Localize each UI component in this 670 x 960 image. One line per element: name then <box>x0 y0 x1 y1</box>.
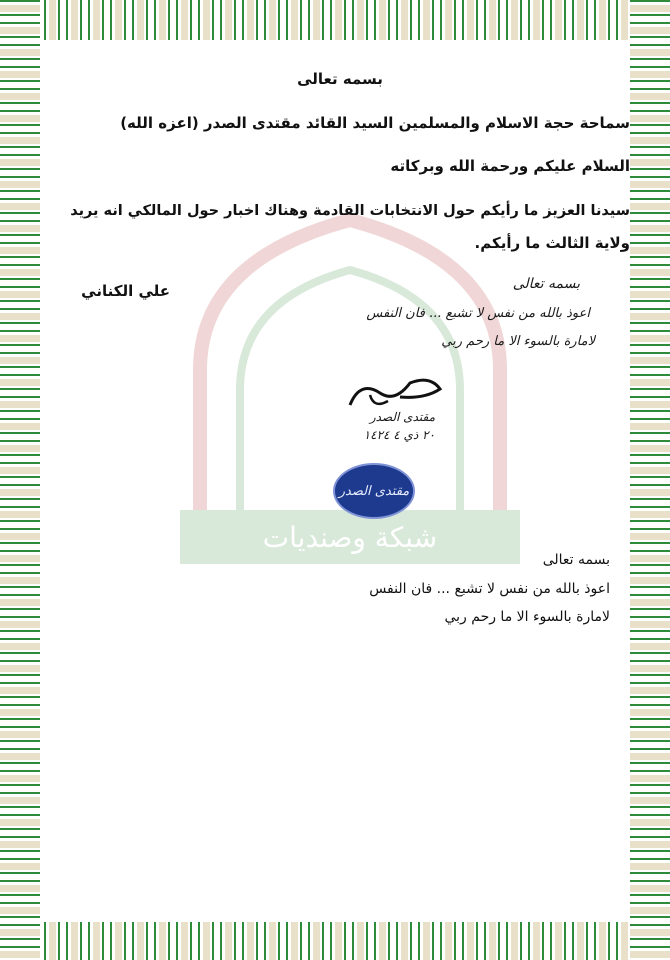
seal-text: مقتدى الصدر <box>338 483 410 499</box>
greeting-line: السلام عليكم ورحمة الله وبركاته <box>390 157 630 175</box>
handwritten-line-2: اعوذ بالله من نفس لا تشبع ... فان النفس <box>366 306 590 321</box>
watermark-caption: شبكة وصنديات <box>262 521 438 554</box>
sender-name: علي الكناني <box>81 282 170 300</box>
body-line-1: سيدنا العزيز ما رأيكم حول الانتخابات القادمة وهناك اخبار حول المالكي انه يريد <box>70 203 630 219</box>
seal-stamp <box>333 463 415 519</box>
decorative-border-top <box>0 0 670 40</box>
transcription-line-3: لامارة بالسوء الا ما رحم ربي <box>444 609 610 625</box>
addressee-line: سماحة حجة الاسلام والمسلمين السيد القائد مقتدى الصدر (اعزه الله) <box>120 114 630 132</box>
basmala: بسمه تعالى <box>297 70 383 88</box>
signature-name: مقتدى الصدر <box>369 410 435 424</box>
signature-date: ٢٠ ذي ٤ ١٤٢٤ <box>363 428 435 442</box>
decorative-border-right <box>630 0 670 960</box>
handwritten-basmala: بسمه تعالى <box>512 276 580 292</box>
handwritten-line-3: لامارة بالسوء الا ما رحم ربي <box>441 334 595 349</box>
decorative-border-left <box>0 0 40 960</box>
body-line-2: ولاية الثالث ما رأيكم. <box>474 234 630 252</box>
transcription-line-1: بسمه تعالى <box>542 552 610 568</box>
decorative-border-bottom <box>0 922 670 960</box>
signature-scribble-icon <box>340 375 450 415</box>
transcription-line-2: اعوذ بالله من نفس لا تشبع ... فان النفس <box>369 581 610 597</box>
